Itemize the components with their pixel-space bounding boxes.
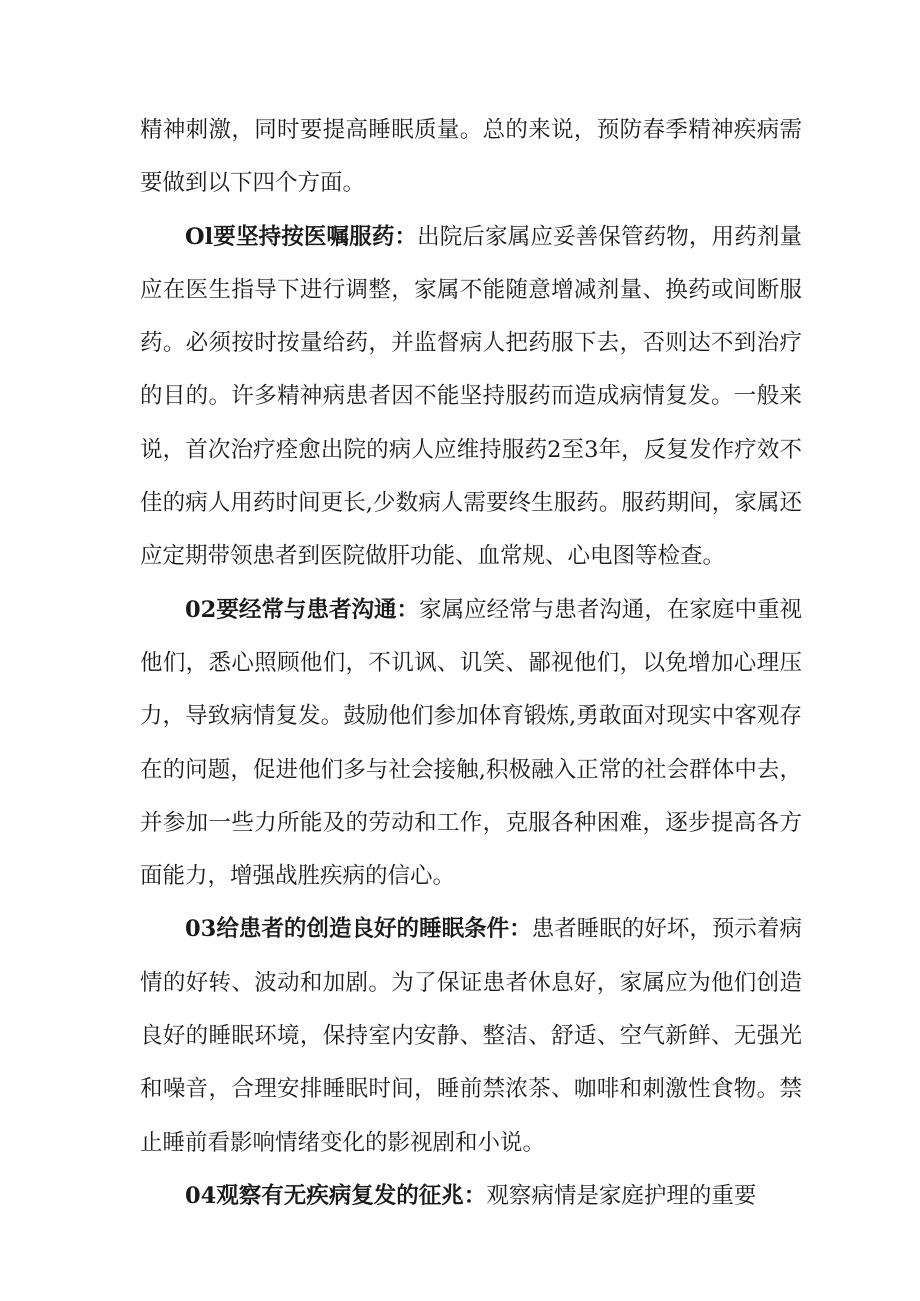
section-heading-4: 04观察有无疾病复发的征兆：: [185, 1182, 487, 1209]
section-paragraph-1: [140, 211, 802, 584]
intro-paragraph: 精神刺激，同时要提高睡眠质量。总的来说，预防春季精神疾病需要做到以下四个方面。: [140, 117, 802, 197]
section-heading-2: 02要经常与患者沟通：: [185, 596, 420, 623]
section-paragraph-3: [140, 903, 802, 1169]
section-heading-3: 03给患者的创造良好的睡眠条件：: [185, 916, 532, 943]
section-paragraph-4: [140, 1170, 802, 1223]
section-paragraph-2: [140, 584, 802, 904]
section-body-1: 出院后家属应妥善保管药物，用药剂量应在医生指导下进行调整，家属不能随意增减剂量、换药或间断服药。必须按时按量给药，并监督病人把药服下去，否则达不到治疗的目的。许多精神病患者因不能坚持服药而造成病情复发。一般来说，首次治疗痊愈出院的病人应维持服药2至3年，反复发作疗效不佳的病人用药时间更长,少数病人需要终生服药。服药期间，家属还应定期带领患者到医院做肝功能、血常规、心电图等检查。: [140, 223, 802, 570]
section-heading-1: Ol要坚持按医嘱服药：: [185, 223, 418, 250]
section-body-3: 患者睡眠的好坏，预示着病情的好转、波动和加剧。为了保证患者休息好，家属应为他们创造良好的睡眠环境，保持室内安静、整洁、舒适、空气新鲜、无强光和噪音，合理安排睡眠时间，睡前禁浓茶、咖啡和刺激性食物。禁止睡前看影响情绪变化的影视剧和小说。: [140, 916, 802, 1156]
document-body: [140, 104, 802, 1223]
section-body-2: 家属应经常与患者沟通，在家庭中重视他们，悉心照顾他们，不讥讽、讥笑、鄙视他们，以免增加心理压力，导致病情复发。鼓励他们参加体育锻炼,勇敢面对现实中客观存在的问题，促进他们多与社会接触,积极融入正常的社会群体中去，并参加一些力所能及的劳动和工作，克服各种困难，逐步提高各方面能力，增强战胜疾病的信心。: [140, 596, 802, 890]
section-body-4: 观察病情是家庭护理的重要: [486, 1182, 757, 1209]
